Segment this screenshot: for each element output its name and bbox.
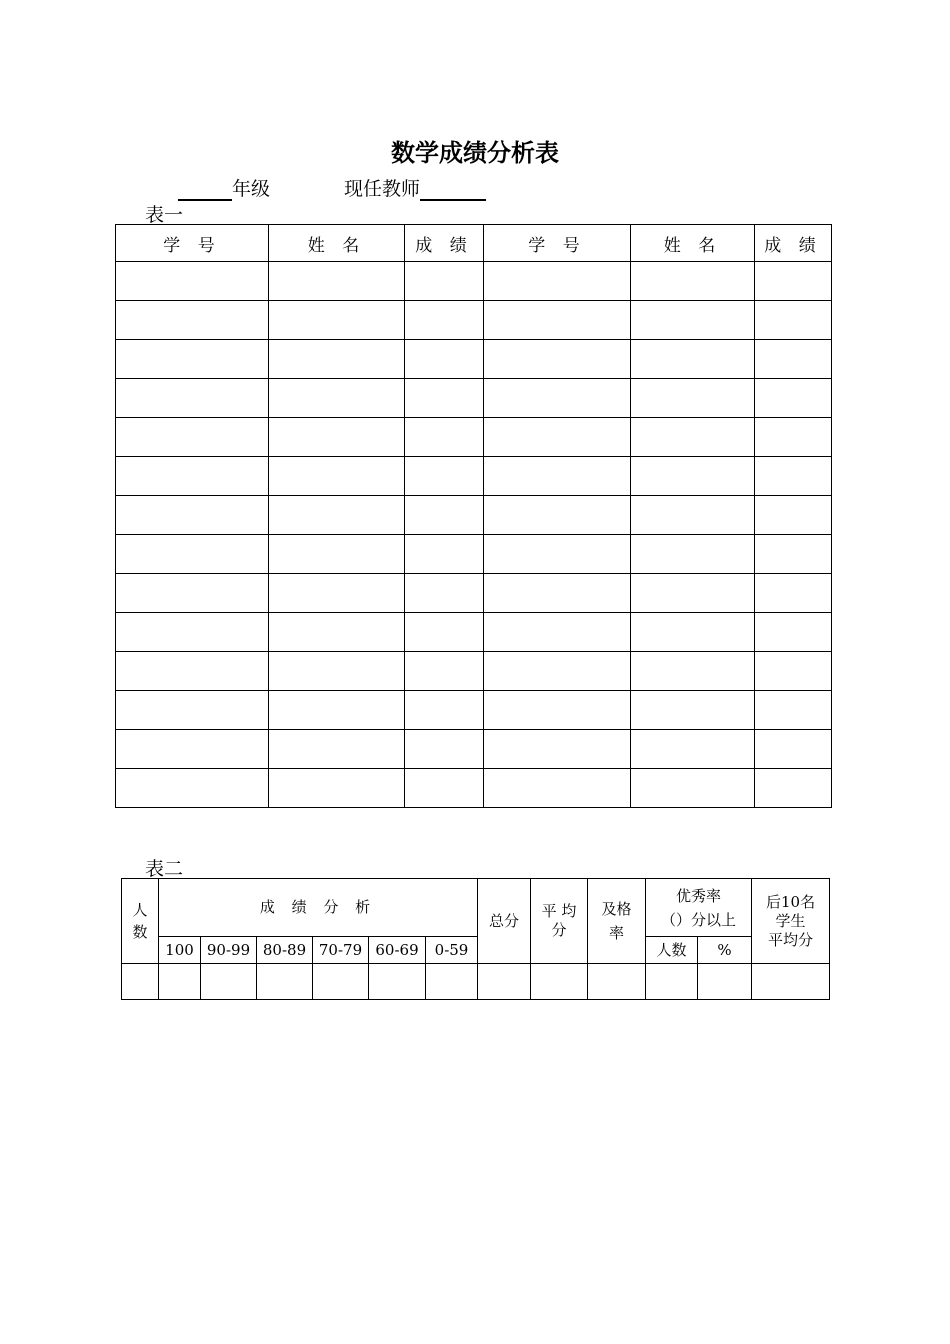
empty-cell[interactable] xyxy=(405,457,484,496)
table-row xyxy=(116,418,832,457)
people-count-header: 人数 xyxy=(122,879,159,964)
teacher-blank[interactable] xyxy=(420,179,486,201)
empty-cell[interactable] xyxy=(201,964,257,1000)
empty-cell[interactable] xyxy=(116,418,269,457)
empty-cell[interactable] xyxy=(484,691,631,730)
empty-cell[interactable] xyxy=(484,379,631,418)
empty-cell[interactable] xyxy=(269,691,405,730)
empty-cell[interactable] xyxy=(755,262,832,301)
table-row xyxy=(116,535,832,574)
empty-cell[interactable] xyxy=(478,964,531,1000)
empty-cell[interactable] xyxy=(646,964,698,1000)
empty-cell[interactable] xyxy=(631,457,755,496)
empty-cell[interactable] xyxy=(269,769,405,808)
score-analysis-table xyxy=(121,878,830,1000)
empty-cell[interactable] xyxy=(484,574,631,613)
range-0-59: 0-59 xyxy=(426,937,478,964)
table-row xyxy=(116,730,832,769)
empty-cell[interactable] xyxy=(116,691,269,730)
range-100: 100 xyxy=(159,937,201,964)
header-name: 姓 名 xyxy=(269,225,405,262)
empty-cell[interactable] xyxy=(269,574,405,613)
range-80-89: 80-89 xyxy=(257,937,313,964)
empty-cell[interactable] xyxy=(484,535,631,574)
subtitle xyxy=(178,174,486,201)
empty-cell[interactable] xyxy=(484,418,631,457)
empty-cell[interactable] xyxy=(116,535,269,574)
empty-cell[interactable] xyxy=(269,379,405,418)
empty-cell[interactable] xyxy=(269,418,405,457)
empty-cell[interactable] xyxy=(631,340,755,379)
range-70-79: 70-79 xyxy=(313,937,369,964)
average-score-header: 平 均 分 xyxy=(531,879,588,964)
empty-cell[interactable] xyxy=(116,496,269,535)
empty-cell[interactable] xyxy=(631,262,755,301)
empty-cell[interactable] xyxy=(484,457,631,496)
empty-cell[interactable] xyxy=(116,574,269,613)
page-title: 数学成绩分析表 xyxy=(391,139,559,167)
header-student-id-2: 学 号 xyxy=(484,225,631,262)
empty-cell[interactable] xyxy=(269,301,405,340)
table-row xyxy=(116,613,832,652)
empty-cell[interactable] xyxy=(313,964,369,1000)
empty-cell[interactable] xyxy=(755,652,832,691)
empty-cell[interactable] xyxy=(405,691,484,730)
grade-blank[interactable] xyxy=(178,179,232,201)
empty-cell[interactable] xyxy=(755,535,832,574)
excellent-rate-header xyxy=(646,879,752,937)
empty-cell[interactable] xyxy=(484,730,631,769)
empty-cell[interactable] xyxy=(257,964,313,1000)
header-score: 成 绩 xyxy=(405,225,484,262)
empty-cell[interactable] xyxy=(405,379,484,418)
table-row xyxy=(116,340,832,379)
empty-cell[interactable] xyxy=(426,964,478,1000)
empty-cell[interactable] xyxy=(116,613,269,652)
empty-cell[interactable] xyxy=(405,301,484,340)
header-student-id: 学 号 xyxy=(116,225,269,262)
excellent-count-header: 人数 xyxy=(646,937,698,964)
empty-cell[interactable] xyxy=(531,964,588,1000)
empty-cell[interactable] xyxy=(631,496,755,535)
teacher-label: 现任教师 xyxy=(344,178,421,200)
table-row xyxy=(116,574,832,613)
empty-cell[interactable] xyxy=(755,379,832,418)
pass-rate-header: 及格率 xyxy=(588,879,646,964)
empty-cell[interactable] xyxy=(698,964,752,1000)
empty-cell[interactable] xyxy=(269,652,405,691)
empty-cell[interactable] xyxy=(631,691,755,730)
empty-cell[interactable] xyxy=(405,769,484,808)
table2-header-row xyxy=(122,879,830,937)
empty-cell[interactable] xyxy=(484,340,631,379)
empty-cell[interactable] xyxy=(116,340,269,379)
bottom10-line3: 平均分 xyxy=(768,930,814,949)
bottom10-line2: 学生 xyxy=(775,911,806,930)
empty-cell[interactable] xyxy=(369,964,426,1000)
empty-cell[interactable] xyxy=(755,457,832,496)
empty-cell[interactable] xyxy=(269,613,405,652)
excellent-percent-header: % xyxy=(698,937,752,964)
empty-cell[interactable] xyxy=(405,418,484,457)
empty-cell[interactable] xyxy=(159,964,201,1000)
empty-cell[interactable] xyxy=(755,730,832,769)
score-analysis-header: 成 绩 分 析 xyxy=(159,879,478,937)
empty-cell[interactable] xyxy=(755,496,832,535)
empty-cell[interactable] xyxy=(484,652,631,691)
table-row xyxy=(116,652,832,691)
table-row xyxy=(122,964,830,1000)
empty-cell[interactable] xyxy=(269,535,405,574)
empty-cell[interactable] xyxy=(405,496,484,535)
header-name-2: 姓 名 xyxy=(631,225,755,262)
empty-cell[interactable] xyxy=(484,613,631,652)
table-row xyxy=(116,379,832,418)
range-90-99: 90-99 xyxy=(201,937,257,964)
table-row xyxy=(116,301,832,340)
empty-cell[interactable] xyxy=(116,262,269,301)
table-row xyxy=(116,262,832,301)
empty-cell[interactable] xyxy=(405,340,484,379)
empty-cell[interactable] xyxy=(484,769,631,808)
table-row xyxy=(116,691,832,730)
empty-cell[interactable] xyxy=(631,418,755,457)
grade-label: 年级 xyxy=(232,178,271,200)
empty-cell[interactable] xyxy=(405,574,484,613)
empty-cell[interactable] xyxy=(588,964,646,1000)
empty-cell[interactable] xyxy=(116,301,269,340)
table-row xyxy=(116,457,832,496)
empty-cell[interactable] xyxy=(755,691,832,730)
empty-cell[interactable] xyxy=(116,730,269,769)
empty-cell[interactable] xyxy=(484,496,631,535)
empty-cell[interactable] xyxy=(405,535,484,574)
empty-cell[interactable] xyxy=(269,496,405,535)
empty-cell[interactable] xyxy=(116,769,269,808)
header-score-2: 成 绩 xyxy=(755,225,832,262)
empty-cell[interactable] xyxy=(755,769,832,808)
table1-label: 表一 xyxy=(145,204,184,226)
empty-cell[interactable] xyxy=(752,964,830,1000)
empty-cell[interactable] xyxy=(631,574,755,613)
empty-cell[interactable] xyxy=(755,301,832,340)
student-score-table xyxy=(115,224,832,808)
empty-cell[interactable] xyxy=(631,535,755,574)
empty-cell[interactable] xyxy=(122,964,159,1000)
excellent-rate-threshold: （）分以上 xyxy=(661,910,737,929)
bottom10-line1: 后10名 xyxy=(766,892,816,911)
empty-cell[interactable] xyxy=(631,613,755,652)
empty-cell[interactable] xyxy=(631,301,755,340)
empty-cell[interactable] xyxy=(484,301,631,340)
table-row xyxy=(116,496,832,535)
empty-cell[interactable] xyxy=(755,340,832,379)
total-score-header: 总分 xyxy=(478,879,531,964)
range-60-69: 60-69 xyxy=(369,937,426,964)
empty-cell[interactable] xyxy=(755,613,832,652)
empty-cell[interactable] xyxy=(269,262,405,301)
empty-cell[interactable] xyxy=(631,652,755,691)
empty-cell[interactable] xyxy=(116,457,269,496)
empty-cell[interactable] xyxy=(755,418,832,457)
empty-cell[interactable] xyxy=(631,769,755,808)
table1-header-row xyxy=(116,225,832,262)
empty-cell[interactable] xyxy=(405,652,484,691)
empty-cell[interactable] xyxy=(269,730,405,769)
empty-cell[interactable] xyxy=(755,574,832,613)
empty-cell[interactable] xyxy=(405,730,484,769)
empty-cell[interactable] xyxy=(405,262,484,301)
empty-cell[interactable] xyxy=(631,730,755,769)
empty-cell[interactable] xyxy=(269,340,405,379)
empty-cell[interactable] xyxy=(631,379,755,418)
bottom10-average-header xyxy=(752,879,830,964)
empty-cell[interactable] xyxy=(269,457,405,496)
empty-cell[interactable] xyxy=(484,262,631,301)
empty-cell[interactable] xyxy=(116,652,269,691)
table-row xyxy=(116,769,832,808)
table2-label: 表二 xyxy=(145,858,184,880)
excellent-rate-title: 优秀率 xyxy=(676,886,722,905)
table2-subheader-row xyxy=(122,937,830,964)
empty-cell[interactable] xyxy=(116,379,269,418)
empty-cell[interactable] xyxy=(405,613,484,652)
